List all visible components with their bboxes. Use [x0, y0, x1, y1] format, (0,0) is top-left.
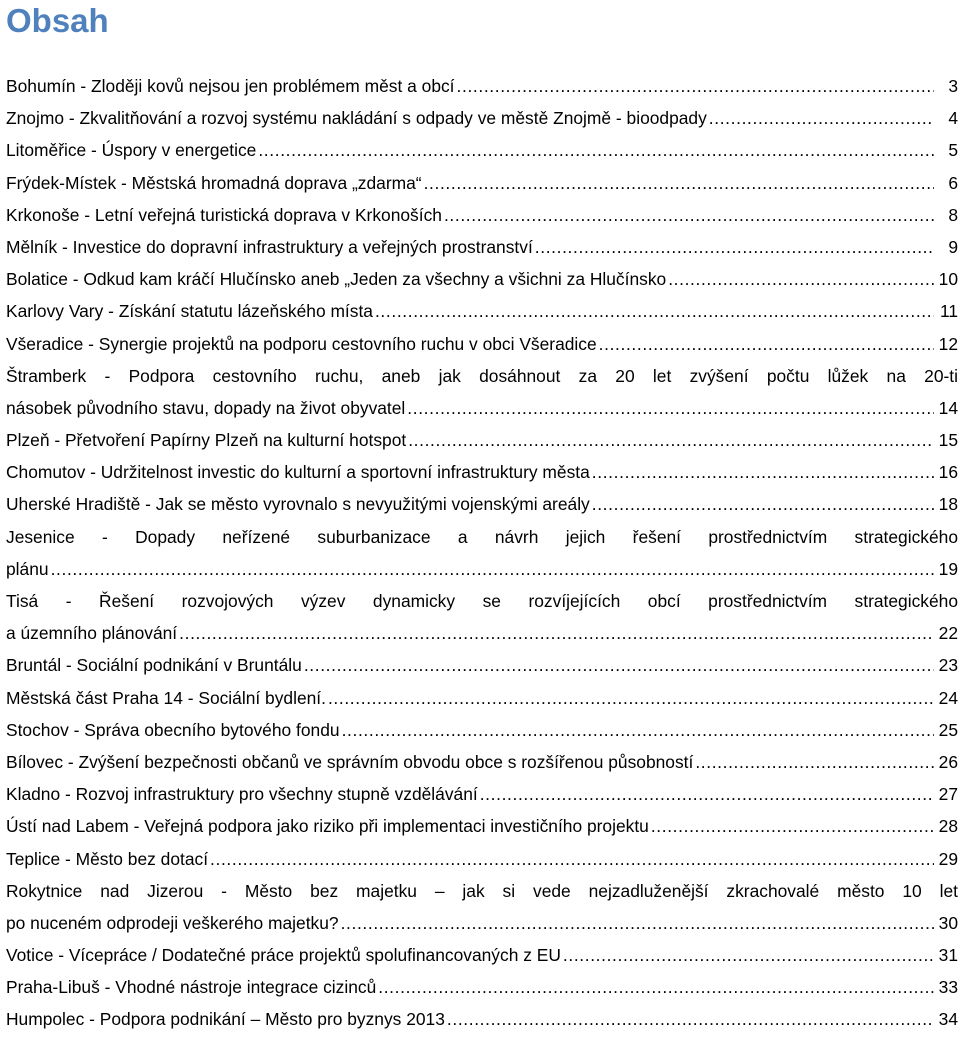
dot-leader [424, 167, 934, 199]
toc-entry-title: plánu [6, 558, 49, 579]
dot-leader [592, 488, 934, 520]
toc-entry-title: Bruntál - Sociální podnikání v Bruntálu [6, 655, 302, 676]
toc-entry-page-number: 34 [938, 1009, 958, 1030]
toc-entry[interactable] [6, 778, 958, 810]
toc-entry-title: Všeradice - Synergie projektů na podporu cestovního ruchu v obci Všeradice [6, 333, 597, 354]
toc-entry-title: Městská část Praha 14 - Sociální bydlení. [6, 687, 326, 708]
dot-leader [592, 456, 934, 488]
toc-entry-page-number: 25 [938, 719, 958, 740]
toc-entry-title: Kladno - Rozvoj infrastruktury pro všechny stupně vzdělávání [6, 784, 478, 805]
toc-entry-title-line: Tisá - Řešení rozvojových výzev dynamicky se rozvíjejících obcí prostřednictvím strategického [6, 591, 958, 611]
toc-entry[interactable] [6, 1003, 958, 1035]
toc-entry-page-number: 33 [938, 977, 958, 998]
toc-entry[interactable] [6, 488, 958, 520]
toc-entry[interactable] [6, 971, 958, 1003]
toc-entry[interactable] [6, 167, 958, 199]
toc-entry-page-number: 23 [938, 655, 958, 676]
toc-entry-title: Humpolec - Podpora podnikání – Město pro byznys 2013 [6, 1009, 445, 1030]
toc-entry-title: Ústí nad Labem - Veřejná podpora jako riziko při implementaci investičního projektu [6, 816, 649, 837]
toc-entry-page-number: 18 [938, 494, 958, 515]
dot-leader [179, 617, 934, 649]
toc-entry[interactable] [6, 714, 958, 746]
toc-entry-page-number: 4 [948, 108, 958, 129]
toc-entry[interactable] [6, 521, 958, 585]
toc-entry-title: po nuceném odprodeji veškerého majetku? [6, 912, 339, 933]
toc-entry-title-line: Jesenice - Dopady neřízené suburbanizace a návrh jejich řešení prostřednictvím strategického [6, 526, 958, 547]
dot-leader [210, 843, 934, 875]
toc-entry-title: Votice - Vícepráce / Dodatečné práce projektů spolufinancovaných z EU [6, 945, 561, 966]
toc-entry-title: Plzeň - Přetvoření Papírny Plzeň na kulturní hotspot [6, 430, 407, 451]
toc-entry-page-number: 11 [939, 301, 958, 322]
dot-leader [407, 392, 934, 424]
toc-entry-title: násobek původního stavu, dopady na život obyvatel [6, 397, 406, 418]
toc-entry-page-number: 6 [948, 172, 958, 193]
toc-entry-title: Uherské Hradiště - Jak se město vyrovnalo s nevyužitými vojenskými areály [6, 494, 590, 515]
toc-entry-page-number: 31 [938, 945, 958, 966]
toc-entry-title: Mělník - Investice do dopravní infrastruktury a veřejných prostranství [6, 236, 533, 257]
toc-entry-title-line: Rokytnice nad Jizerou - Město bez majetku – jak si vede nejzadluženější zkrachovalé město 10 let [6, 880, 958, 901]
dot-leader [695, 746, 934, 778]
toc-entry[interactable] [6, 843, 958, 875]
toc-entry[interactable] [6, 328, 958, 360]
dot-leader [341, 907, 934, 939]
toc-entry-page-number: 3 [948, 76, 958, 96]
toc-entry[interactable] [6, 682, 958, 714]
toc-entry-title: Krkonoše - Letní veřejná turistická doprava v Krkonoších [6, 204, 442, 225]
toc-entry-page-number: 10 [938, 269, 958, 290]
toc-entry-title: Karlovy Vary - Získání statutu lázeňského místa [6, 301, 373, 322]
toc-entry[interactable] [6, 231, 958, 263]
dot-leader [480, 778, 934, 810]
dot-leader [378, 971, 934, 1003]
toc-entry-page-number: 24 [938, 687, 958, 708]
toc-entry[interactable] [6, 102, 958, 134]
toc-entry[interactable] [6, 424, 958, 456]
dot-leader [444, 199, 934, 231]
toc-entry-page-number: 15 [938, 430, 958, 451]
dot-leader [709, 102, 934, 134]
toc-entry[interactable] [6, 585, 958, 649]
toc-entry[interactable] [6, 263, 958, 295]
toc-entry[interactable] [6, 199, 958, 231]
toc-entry-title: Stochov - Správa obecního bytového fondu [6, 719, 340, 740]
dot-leader [651, 810, 934, 842]
toc-entry[interactable] [6, 295, 958, 327]
toc-entry-page-number: 30 [938, 912, 958, 933]
dot-leader [51, 553, 934, 585]
toc-entry-title: Praha-Libuš - Vhodné nástroje integrace cizinců [6, 977, 377, 998]
toc-entry-page-number: 9 [948, 236, 958, 257]
toc-entry-page-number: 19 [938, 558, 958, 579]
dot-leader [447, 1003, 934, 1035]
toc-entry[interactable] [6, 746, 958, 778]
toc-entry-title: Frýdek-Místek - Městská hromadná doprava „zdarma“ [6, 172, 422, 193]
toc-entry-title: Znojmo - Zkvalitňování a rozvoj systému nakládání s odpady ve městě Znojmě - bioodpady [6, 108, 707, 129]
dot-leader [408, 424, 934, 456]
toc-entry[interactable] [6, 456, 958, 488]
toc-entry[interactable] [6, 939, 958, 971]
toc-entry-page-number: 14 [938, 397, 958, 418]
toc-entry[interactable] [6, 875, 958, 939]
toc-entry-title: Bohumín - Zloději kovů nejsou jen problémem měst a obcí [6, 76, 455, 96]
toc-entry-title: Chomutov - Udržitelnost investic do kulturní a sportovní infrastruktury města [6, 462, 590, 483]
toc-entry[interactable] [6, 810, 958, 842]
dot-leader [304, 649, 934, 681]
toc-entry-page-number: 22 [938, 623, 958, 644]
toc-entry[interactable] [6, 134, 958, 166]
dot-leader [258, 134, 934, 166]
toc-entry[interactable] [6, 70, 958, 102]
toc-entry-title: Litoměřice - Úspory v energetice [6, 140, 257, 161]
toc-entry-title: Teplice - Město bez dotací [6, 848, 209, 869]
toc-entry-title: Bílovec - Zvýšení bezpečnosti občanů ve správním obvodu obce s rozšířenou působností [6, 751, 694, 772]
toc-entry-page-number: 29 [938, 848, 958, 869]
toc-entry[interactable] [6, 360, 958, 424]
toc-entry-page-number: 12 [938, 333, 958, 354]
toc-entry-page-number: 26 [938, 751, 958, 772]
toc-entry-title-line: Štramberk - Podpora cestovního ruchu, aneb jak dosáhnout za 20 let zvýšení počtu lůžek na 20-ti [6, 365, 958, 386]
dot-leader [563, 939, 934, 971]
toc-entry-page-number: 16 [938, 462, 958, 483]
dot-leader [668, 263, 934, 295]
dot-leader [599, 328, 934, 360]
toc-entry-page-number: 28 [938, 816, 958, 837]
dot-leader [375, 295, 934, 327]
dot-leader [535, 231, 934, 263]
page-title: Obsah [6, 2, 109, 39]
dot-leader [457, 70, 934, 102]
table-of-contents [6, 70, 958, 1036]
toc-entry-title: Bolatice - Odkud kam kráčí Hlučínsko aneb „Jeden za všechny a všichni za Hlučínsko [6, 269, 667, 290]
toc-entry-page-number: 27 [938, 784, 958, 805]
dot-leader [342, 714, 934, 746]
toc-entry-page-number: 8 [948, 204, 958, 225]
toc-entry-page-number: 5 [948, 140, 958, 161]
dot-leader [328, 682, 934, 714]
toc-entry[interactable] [6, 649, 958, 681]
toc-entry-title: a územního plánování [6, 623, 178, 644]
